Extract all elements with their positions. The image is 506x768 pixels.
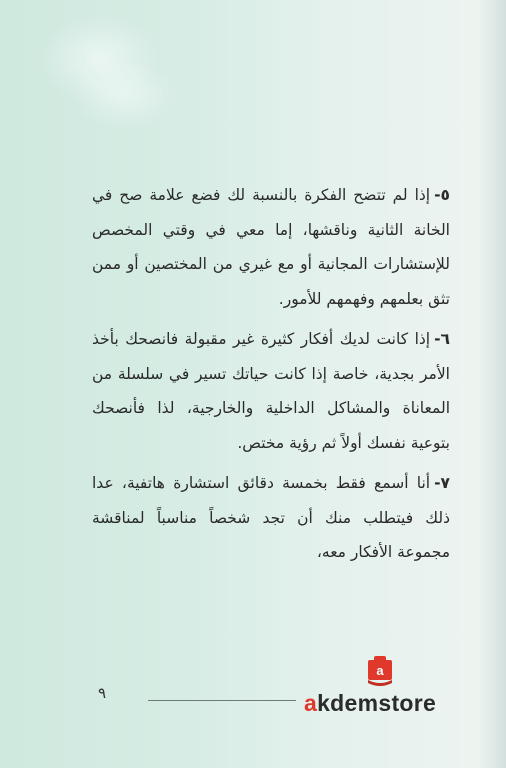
list-item-6	[92, 322, 450, 460]
footer-divider	[148, 700, 296, 701]
logo-first-letter: a	[304, 690, 318, 716]
item-number: ٥-	[434, 186, 450, 204]
item-number: ٦-	[434, 330, 450, 348]
logo-mark-letter: a	[376, 663, 384, 678]
body-text	[92, 178, 450, 576]
item-number: ٧-	[434, 474, 450, 492]
page-number: ٩	[98, 684, 107, 702]
item-text: أنا أسمع فقط بخمسة دقائق استشارة هاتفية، عدا ذلك فيتطلب منك أن تجد شخصاً مناسباً لمناقشة مجموعة الأفكار معه،	[92, 474, 450, 561]
decorative-cloud	[70, 60, 180, 130]
item-text: إذا لم تتضح الفكرة بالنسبة لك فضع علامة صح في الخانة الثانية وناقشها، إما معي في وقتي المخصص للإستشارات المجانية أو مع غيري من المختصين أو ممن تثق بعلمهم وفهمهم للأمور.	[92, 186, 450, 308]
item-text: إذا كانت لديك أفكار كثيرة غير مقبولة فانصحك بأخذ الأمر بجدية، خاصة إذا كانت حياتك تسير في سلسلة من المعاناة والمشاكل الداخلية والخارجية، لذا فأنصحك بتوعية نفسك أولاً ثم رؤية مختص.	[92, 330, 450, 452]
logo-wordmark	[304, 690, 436, 717]
akdemstore-logo	[300, 656, 490, 726]
logo-rest: kdemstore	[317, 690, 437, 716]
book-logo-icon	[366, 656, 394, 686]
page-edge-shadow	[478, 0, 506, 768]
list-item-7	[92, 466, 450, 570]
list-item-5	[92, 178, 450, 316]
